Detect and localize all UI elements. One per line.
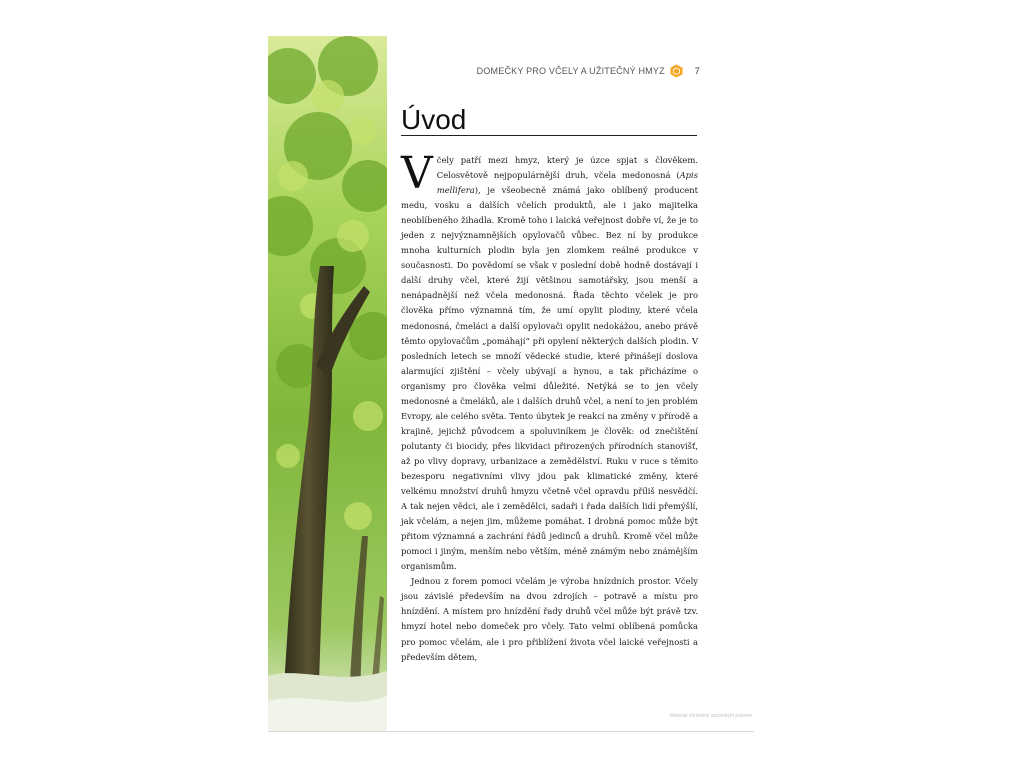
drop-cap: V — [401, 148, 433, 199]
running-title: DOMEČKY PRO VČELY A UŽITEČNÝ HMYZ — [476, 66, 665, 76]
paragraph-2: Jednou z forem pomoci včelám je výroba hnízdních prostor. Včely jsou závislé především na dvou zdrojích – potravě a místu pro hnízdění. A místem pro hnízdění řady druhů včel může být právě tzv. hmyzí hotel nebo domeček pro včely. Tato velmi oblíbená pomůcka pro pomoc včelám, ale i pro přiblížení života včel laické veřejnosti a především dětem, — [401, 576, 698, 662]
hexagon-bee-icon — [670, 64, 683, 78]
page-bottom-edge — [268, 731, 754, 732]
latin-name: Apis mellifera — [436, 170, 698, 196]
paragraph-1-lead: čely patří mezi hmyz, který je úzce spjat s člověkem. Celosvětově nejpopulárnější druh, včela medonosná ( — [436, 155, 698, 181]
copyright-note: Materiál chráněný autorským právem — [669, 713, 752, 719]
paragraph-1-rest: ), je všeobecně známá jako oblíbený producent medu, vosku a dalších včelích produktů, ale i jako majitelka neoblíbeného žihadla. Kromě toho i laická veřejnost dobře ví, že je to jeden z nejvýznamnějších opylovačů vůbec. Bez ní by produkce mnoha kulturních plodin byla jen zlomkem reálné produkce v současnosti. Do povědomí se však v poslední době hodně dostávají i další druhy včel, které žijí většinou samotářsky, jsou menší a nenápadnější než včela medonosná. Řada těchto včelek je pro člověka přímo významná tím, že umí opylit plodiny, které včela medonosná, čmeláci a další opylovači opylit nedokážou, anebo právě těmto opylovačům „pomáhají“ při opylení některých dalších plodin. V posledních letech se množí vědecké studie, které přinášejí doslova alarmující zjištění – včely ubývají a hynou, a tak přicházíme o organismy pro člověka velmi důležité. Netýká se to jen včely medonosné a čmeláků, ale i dalších druhů včel, a není to jen problém Evropy, ale celého světa. Tento úbytek je reakcí na změny v přírodě a krajině, jejichž původcem a spoluviníkem je člověk: od znečištění polutanty či biocidy, přes likvidaci přirozených přírodních stanovišť, až po vlivy dopravy, urbanizace a zemědělství. Ruku v ruce s těmito bezesporu negativními vlivy jdou pak klimatické změny, které velkému množství druhů hmyzu včetně včel opravdu příliš nesvědčí. A tak nejen vědci, ale i zemědělci, sadaři i řada dalších lidí přemýšlí, jak včelám, a nejen jim, můžeme pomáhat. I drobná pomoc může být přitom významná a zachrání řádů jedinců a druhů. Kromě včel může pomoci i jiným, menším nebo větším, méně známým nebo známějším organismům. — [401, 185, 698, 572]
page-number: 7 — [694, 66, 700, 76]
body-text — [401, 148, 698, 665]
paragraph-1 — [401, 148, 698, 574]
running-head — [400, 64, 700, 78]
forest-trees-photo — [268, 36, 387, 731]
chapter-heading: Úvod — [401, 105, 697, 136]
